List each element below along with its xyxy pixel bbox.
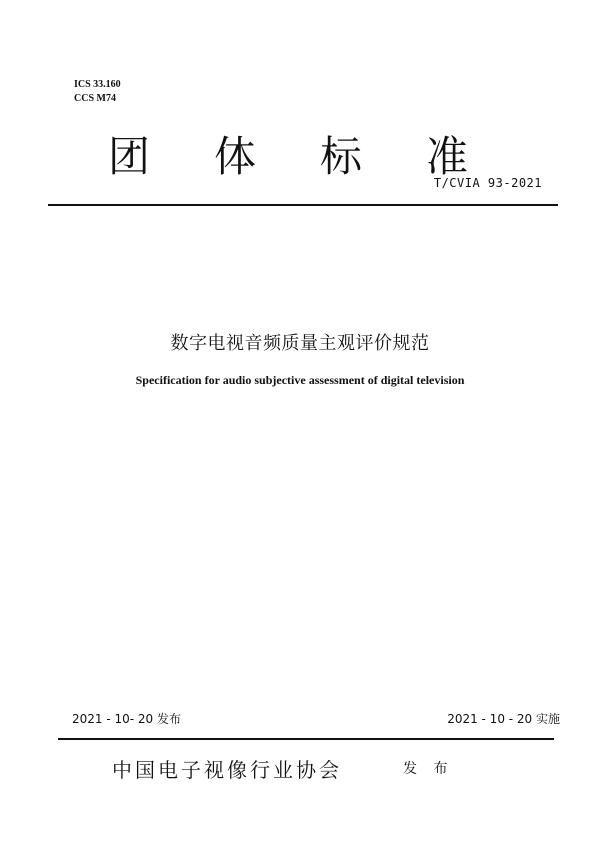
publisher-name: 中国电子视像行业协会 [112, 758, 342, 782]
title-char: 标 [319, 132, 362, 181]
ccs-code: CCS M74 [74, 93, 116, 104]
standard-code: T/CVIA 93-2021 [433, 176, 542, 190]
top-divider [48, 204, 558, 206]
title-char: 准 [425, 132, 468, 181]
implementation-date: 2021 - 10 - 20 实施 [447, 712, 560, 726]
publication-date: 2021 - 10- 20 发布 [72, 712, 181, 726]
document-title-cn: 数字电视音频质量主观评价规范 [170, 333, 430, 354]
ics-code: ICS 33.160 [74, 79, 121, 90]
publish-label: 发 布 [403, 761, 454, 777]
classification-codes [74, 78, 121, 106]
bottom-divider [58, 738, 554, 740]
standard-type-title [108, 133, 468, 181]
title-char: 体 [213, 132, 256, 181]
title-char: 团 [108, 132, 151, 181]
document-title-en: Specification for audio subjective assessment of digital television [135, 373, 465, 387]
